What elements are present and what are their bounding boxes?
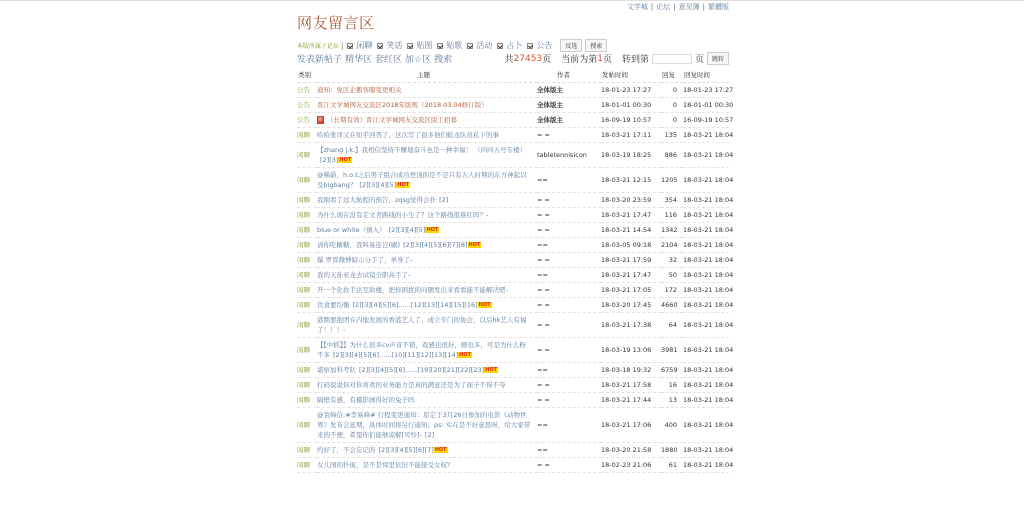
row-post-time: 18-03-21 14:54 <box>601 222 661 237</box>
row-subject[interactable] <box>317 312 537 337</box>
row-post-time: 18-03-20 23:59 <box>601 192 661 207</box>
row-reply-time: 18-03-21 18:04 <box>683 127 729 142</box>
link-forum[interactable]: 论坛 <box>656 3 671 11</box>
row-reply-count: 50 <box>661 267 683 282</box>
top-links <box>627 2 729 12</box>
total-pages: 27453 <box>513 53 543 64</box>
featured-link[interactable]: 精华区 <box>345 55 373 65</box>
header-subject: 主题 <box>317 68 537 82</box>
row-author[interactable]: = = <box>537 457 601 472</box>
row-reply-time: 18-03-21 18:04 <box>683 282 729 297</box>
table-row[interactable] <box>297 112 729 127</box>
row-reply-time: 18-03-21 18:04 <box>683 362 729 377</box>
checkbox-icon[interactable] <box>407 43 413 49</box>
row-post-time: 18-03-21 17:58 <box>601 377 661 392</box>
subject-link[interactable]: 约好了，不会忘记的 <box>317 445 376 454</box>
header-author: 作者 <box>537 68 601 82</box>
filter-checkbox-songs[interactable] <box>437 40 462 51</box>
row-subject[interactable] <box>317 112 537 127</box>
row-reply-time: 18-03-21 18:04 <box>683 407 729 442</box>
row-post-time: 18-03-21 17:11 <box>601 127 661 142</box>
row-post-time: 18-03-20 21:58 <box>601 442 661 457</box>
table-row[interactable] <box>297 192 729 207</box>
row-category[interactable]: 闲聊 <box>297 237 317 252</box>
subject-link[interactable]: @稀爵，h.o.t之后男子组合成功登顶的是不是只有五人时期的东方神起以及bigbang？ <box>317 170 527 189</box>
table-row[interactable] <box>297 442 729 457</box>
page-links[interactable]: [2][3][4][5][6]......[10][11][12][13][14] <box>333 350 459 359</box>
table-header <box>297 68 729 82</box>
table-row[interactable] <box>297 127 729 142</box>
row-subject[interactable] <box>317 237 537 252</box>
row-subject[interactable] <box>317 82 537 97</box>
row-reply-count: 6759 <box>661 362 683 377</box>
row-category[interactable]: 公告 <box>297 97 317 112</box>
hot-badge-icon: HOT <box>468 241 481 248</box>
checkbox-icon[interactable] <box>347 43 353 49</box>
row-author[interactable]: = = <box>537 312 601 337</box>
link-feedback[interactable]: 意见簿 <box>678 3 700 11</box>
hot-badge-icon: HOT <box>485 366 498 373</box>
hot-badge-icon: HOT <box>397 181 410 188</box>
row-author[interactable]: = = <box>537 392 601 407</box>
row-post-time: 18-01-23 17:27 <box>601 82 661 97</box>
row-post-time: 18-03-21 17:47 <box>601 267 661 282</box>
row-reply-time: 18-03-21 18:04 <box>683 312 729 337</box>
row-reply-count: 2104 <box>661 237 683 252</box>
row-reply-time: 18-03-21 18:04 <box>683 252 729 267</box>
subject-link[interactable]: 堪察加科考队 <box>317 365 356 374</box>
checkbox-icon[interactable] <box>527 43 533 49</box>
subject-link[interactable]: （长期有效）晋江文学城网友交流区版工招募 <box>327 115 457 124</box>
row-reply-count: 172 <box>661 282 683 297</box>
checkbox-label: 公告 <box>536 41 553 50</box>
hot-badge-icon: HOT <box>339 156 352 163</box>
checkbox-icon[interactable] <box>497 43 503 49</box>
row-subject[interactable] <box>317 297 537 312</box>
row-reply-time: 18-03-21 18:04 <box>683 297 729 312</box>
row-category[interactable]: 闲聊 <box>297 282 317 297</box>
filter-checkbox-jokes[interactable] <box>377 40 402 51</box>
checkbox-label: 笑话 <box>386 41 403 50</box>
row-post-time: 18-03-21 17:47 <box>601 207 661 222</box>
row-post-time: 18-03-20 17:45 <box>601 297 661 312</box>
row-post-time: 18-01-01 00:30 <box>601 97 661 112</box>
table-row[interactable] <box>297 337 729 362</box>
row-post-time: 18-03-18 19:32 <box>601 362 661 377</box>
subject-link[interactable]: 我的天孙亚龙去试镜全职高手了- <box>317 270 411 279</box>
row-reply-time: 18-01-01 00:30 <box>683 97 729 112</box>
header-category: 类别 <box>297 68 317 82</box>
row-subject[interactable] <box>317 337 537 362</box>
red-highlight-link[interactable]: 套红区 <box>375 55 403 65</box>
row-reply-count: 0 <box>661 112 683 127</box>
row-post-time: 18-03-21 17:38 <box>601 312 661 337</box>
row-reply-count: 135 <box>661 127 683 142</box>
row-reply-count: 0 <box>661 97 683 112</box>
row-category[interactable]: 闲聊 <box>297 297 317 312</box>
subject-link[interactable]: 哈哈张译又在知乎回答了，这次写了很多他们蛟龙队员私下的事 <box>317 130 499 139</box>
table-row[interactable] <box>297 392 729 407</box>
row-post-time: 18-03-21 17:06 <box>601 407 661 442</box>
row-category[interactable]: 闲聊 <box>297 167 317 192</box>
page-links[interactable]: [2][3] <box>320 155 339 164</box>
row-author[interactable]: = = <box>537 297 601 312</box>
row-reply-time: 18-03-21 18:04 <box>683 392 729 407</box>
subject-link[interactable]: 晋江文学城网友交流区2018年版规（2018.03.04修订版） <box>317 100 488 109</box>
header-replies: 回复 <box>661 68 683 82</box>
goto-suffix: 页 <box>694 55 704 65</box>
row-subject[interactable] <box>317 192 537 207</box>
checkbox-label: 活动 <box>476 41 493 50</box>
row-author[interactable]: 全体版主 <box>537 82 601 97</box>
row-post-time: 18-03-21 17:05 <box>601 282 661 297</box>
filter-checkbox-chat[interactable] <box>347 40 372 51</box>
checkbox-icon[interactable] <box>437 43 443 49</box>
checkbox-label: 占卜 <box>506 41 523 50</box>
goto-button[interactable]: 跳转 <box>707 52 729 65</box>
hot-badge-icon: HOT <box>478 301 491 308</box>
goto-page-input[interactable] <box>652 54 692 64</box>
separator: | <box>673 3 676 11</box>
row-post-time: 18-03-19 13:06 <box>601 337 661 362</box>
row-reply-time: 18-03-21 18:04 <box>683 207 729 222</box>
row-category[interactable]: 闲聊 <box>297 252 317 267</box>
row-author[interactable]: = = <box>537 222 601 237</box>
top-border <box>0 0 1024 1</box>
checkbox-label: 贴图 <box>416 41 433 50</box>
row-category[interactable]: 公告 <box>297 82 317 97</box>
table-row[interactable] <box>297 282 729 297</box>
current-page: 1 <box>597 53 603 64</box>
row-subject[interactable] <box>317 97 537 112</box>
page-links[interactable]: [2][3][4][5][6]......[19][20][21][22][23] <box>359 365 485 374</box>
table-row[interactable] <box>297 407 729 442</box>
row-category[interactable]: 闲聊 <box>297 267 317 282</box>
row-reply-count: 1205 <box>661 167 683 192</box>
separator: | <box>702 3 705 11</box>
row-author[interactable]: == <box>537 362 601 377</box>
row-author[interactable]: = = <box>537 192 601 207</box>
search-link[interactable]: 搜索 <box>434 55 453 65</box>
row-author[interactable]: == <box>537 237 601 252</box>
row-category[interactable]: 闲聊 <box>297 142 317 167</box>
table-row[interactable] <box>297 97 729 112</box>
subject-link[interactable]: 开一个化妆手法互助楼，把你困扰的问题发出来看看能不能解决吧- <box>317 285 508 294</box>
row-subject[interactable] <box>317 407 537 442</box>
row-reply-time: 16-09-19 10:57 <box>683 112 729 127</box>
table-row[interactable] <box>297 237 729 252</box>
row-reply-time: 18-03-21 18:04 <box>683 457 729 472</box>
row-category[interactable]: 闲聊 <box>297 207 317 222</box>
page-links[interactable]: [2][3][4][5][6]......[12][13][14][15][16] <box>352 300 478 309</box>
invert-selection-button[interactable]: 反选 <box>560 39 582 52</box>
table-row[interactable] <box>297 362 729 377</box>
row-author[interactable]: = = <box>537 207 601 222</box>
row-reply-count: 32 <box>661 252 683 267</box>
table-row[interactable] <box>297 297 729 312</box>
subject-link[interactable]: 【【中抓】】为什么很多cv声音不错，戏感也很好，剧也多，可是为什么粉不多 <box>317 340 526 359</box>
row-category[interactable]: 闲聊 <box>297 192 317 207</box>
row-reply-time: 18-03-21 18:04 <box>683 237 729 252</box>
row-category[interactable]: 闲聊 <box>297 457 317 472</box>
row-category[interactable]: 闲聊 <box>297 442 317 457</box>
filter-checkbox-notice[interactable] <box>527 40 552 51</box>
page-links[interactable]: [2] <box>439 195 449 204</box>
separator: | <box>650 3 654 11</box>
row-subject[interactable] <box>317 377 537 392</box>
nav-bar <box>297 52 729 65</box>
row-subject[interactable] <box>317 127 537 142</box>
row-reply-count: 1880 <box>661 442 683 457</box>
subject-link[interactable]: 通知：免区企鹅客服变更相关 <box>317 85 402 94</box>
hot-badge-icon: HOT <box>459 351 472 358</box>
subject-link[interactable]: 女儿国的扑街，是不是窝里依旧不能接受女权？ <box>317 460 454 469</box>
subject-link[interactable]: 港圈要抱团在内地发展的香港艺人了，成立专门的协会，以后hk艺人有福了！！！- <box>317 315 527 334</box>
row-reply-count: 354 <box>661 192 683 207</box>
row-author[interactable]: = = <box>537 127 601 142</box>
row-author[interactable]: tabletennisicon <box>537 142 601 167</box>
row-category[interactable]: 闲聊 <box>297 312 317 337</box>
link-wenxuecheng[interactable]: 文学城 <box>626 3 648 11</box>
table-row[interactable] <box>297 312 729 337</box>
row-post-time: 18-03-19 18:25 <box>601 142 661 167</box>
row-author[interactable]: == <box>537 442 601 457</box>
checkbox-label: 闲聊 <box>356 41 373 50</box>
row-category[interactable]: 闲聊 <box>297 377 317 392</box>
checkbox-icon[interactable] <box>467 43 473 49</box>
row-reply-count: 400 <box>661 407 683 442</box>
table-row[interactable] <box>297 167 729 192</box>
subject-link[interactable]: 为什么现在没有走文青路线的小生了？这个路线很难红吗？- <box>317 210 489 219</box>
row-subject[interactable] <box>317 222 537 237</box>
row-reply-time: 18-03-21 18:04 <box>683 267 729 282</box>
row-reply-time: 18-01-23 17:27 <box>683 82 729 97</box>
row-reply-count: 64 <box>661 312 683 337</box>
current-suffix: 页 <box>602 55 612 65</box>
new-badge-icon: 新 <box>317 116 323 123</box>
row-author[interactable]: = = <box>537 252 601 267</box>
row-post-time: 18-03-21 17:59 <box>601 252 661 267</box>
filter-checkbox-pics[interactable] <box>407 40 432 51</box>
table-row[interactable] <box>297 207 729 222</box>
checkbox-icon[interactable] <box>377 43 383 49</box>
row-reply-count: 13 <box>661 392 683 407</box>
page-links[interactable]: [2][3][4][5] <box>388 225 426 234</box>
table-row[interactable] <box>297 267 729 282</box>
row-post-time: 18-02-23 21:06 <box>601 457 661 472</box>
row-reply-count: 116 <box>661 207 683 222</box>
new-post-link[interactable]: 发表新帖子 <box>297 55 343 65</box>
row-subject[interactable] <box>317 282 537 297</box>
row-author[interactable]: == <box>537 267 601 282</box>
row-category[interactable]: 闲聊 <box>297 362 317 377</box>
filter-checkbox-events[interactable] <box>467 40 492 51</box>
row-category[interactable]: 闲聊 <box>297 337 317 362</box>
row-reply-time: 18-03-21 18:04 <box>683 377 729 392</box>
total-prefix: 共 <box>504 55 514 65</box>
row-author[interactable]: == <box>537 167 601 192</box>
row-post-time: 18-03-21 12:15 <box>601 167 661 192</box>
separator: | <box>341 41 344 50</box>
subject-link[interactable]: 爆 罗晋微博暗示分手了，单身了- <box>317 255 413 264</box>
row-reply-time: 18-03-21 18:04 <box>683 442 729 457</box>
table-row[interactable] <box>297 82 729 97</box>
row-subject[interactable] <box>317 267 537 282</box>
row-reply-count: 4660 <box>661 297 683 312</box>
row-category[interactable]: 闲聊 <box>297 392 317 407</box>
page-title: 网友留言区 <box>297 14 375 32</box>
row-post-time: 18-03-21 17:44 <box>601 392 661 407</box>
row-reply-time: 18-03-21 18:04 <box>683 192 729 207</box>
row-author[interactable]: = = <box>537 377 601 392</box>
link-traditional[interactable]: 繁體版 <box>708 3 729 11</box>
subject-link[interactable]: 我刚看了远大航程的预告，zqsg觉得会扑 <box>317 195 437 204</box>
filter-label: 本版所属子论坛 <box>297 43 340 50</box>
row-subject[interactable] <box>317 167 537 192</box>
table-row[interactable] <box>297 142 729 167</box>
filter-checkbox-divination[interactable] <box>497 40 522 51</box>
row-reply-count: 16 <box>661 377 683 392</box>
starred-link[interactable]: 加☆区 <box>405 55 432 65</box>
row-author[interactable]: 全体版主 <box>537 112 601 127</box>
hot-badge-icon: HOT <box>434 446 447 453</box>
row-subject[interactable] <box>317 442 537 457</box>
row-reply-count: 3981 <box>661 337 683 362</box>
row-reply-count: 1342 <box>661 222 683 237</box>
subject-link[interactable]: 打码说说你对你喜欢的业务能力是真的满意还是为了面子不得不夸 <box>317 380 506 389</box>
row-subject[interactable] <box>317 362 537 377</box>
header-reply-time: 回复时间 <box>683 68 729 82</box>
subject-link[interactable]: 【zhang j.k.】我相信坚持不懈地奋斗也是一种幸福！ （四四五号专楼） <box>317 145 527 154</box>
page-links[interactable]: [2][3][4][5] <box>359 180 397 189</box>
row-subject[interactable] <box>317 207 537 222</box>
header-post-time: 发帖时间 <box>601 68 661 82</box>
row-author[interactable]: = = <box>537 337 601 362</box>
row-subject[interactable] <box>317 142 537 167</box>
row-subject[interactable] <box>317 392 537 407</box>
row-author[interactable]: 全体版主 <box>537 97 601 112</box>
row-reply-time: 18-03-21 18:04 <box>683 142 729 167</box>
subject-link[interactable]: 隔壁有感，有摄影画得好的兔子吗 <box>317 395 415 404</box>
subject-link[interactable]: 饮食要均衡 <box>317 300 350 309</box>
total-suffix: 页 <box>542 55 552 65</box>
table-row[interactable] <box>297 252 729 267</box>
page-links[interactable]: [2][3][4][5][6][7] <box>378 445 434 454</box>
row-reply-count: 61 <box>661 457 683 472</box>
filter-search-button[interactable]: 搜索 <box>585 39 607 52</box>
row-reply-count: 0 <box>661 82 683 97</box>
row-reply-time: 18-03-21 18:04 <box>683 222 729 237</box>
subject-link[interactable]: @萱峰信:#李易峰# 行程变更通知：原定于3月26日参加的电影《动物世界》发布会延期，具体时间将另行通知。ps: 实在是不好意思呀，给大家带来的不便，希望你们能够谅解[可怜]- <box>317 410 531 439</box>
row-reply-time: 18-03-21 18:04 <box>683 337 729 362</box>
row-subject[interactable] <box>317 457 537 472</box>
checkbox-label: 贴歌 <box>446 41 463 50</box>
row-post-time: 18-03-05 09:18 <box>601 237 661 252</box>
table-row[interactable] <box>297 222 729 237</box>
hot-badge-icon: HOT <box>426 226 439 233</box>
subforum-filter <box>297 39 607 52</box>
row-category[interactable]: 闲聊 <box>297 407 317 442</box>
pagination <box>505 52 729 65</box>
page-links[interactable]: [2] <box>424 430 435 439</box>
row-category[interactable]: 闲聊 <box>297 222 317 237</box>
subject-link[interactable]: 请你吃糖糖，我叫易连岂(刷) <box>317 240 401 249</box>
row-subject[interactable] <box>317 252 537 267</box>
row-author[interactable]: == <box>537 407 601 442</box>
page-links[interactable]: [2][3][4][5][6][7][8] <box>403 240 468 249</box>
thread-table <box>297 68 734 473</box>
row-reply-count: 886 <box>661 142 683 167</box>
row-category[interactable]: 闲聊 <box>297 127 317 142</box>
subject-link[interactable]: blue or white（慎入） <box>317 225 386 234</box>
current-prefix: 当前为第 <box>561 55 598 65</box>
table-row[interactable] <box>297 457 729 472</box>
row-post-time: 16-09-19 10:57 <box>601 112 661 127</box>
row-reply-time: 18-03-21 18:04 <box>683 167 729 192</box>
row-category[interactable]: 公告 <box>297 112 317 127</box>
row-author[interactable]: = = <box>537 282 601 297</box>
goto-label: 转到第 <box>621 55 649 65</box>
table-row[interactable] <box>297 377 729 392</box>
